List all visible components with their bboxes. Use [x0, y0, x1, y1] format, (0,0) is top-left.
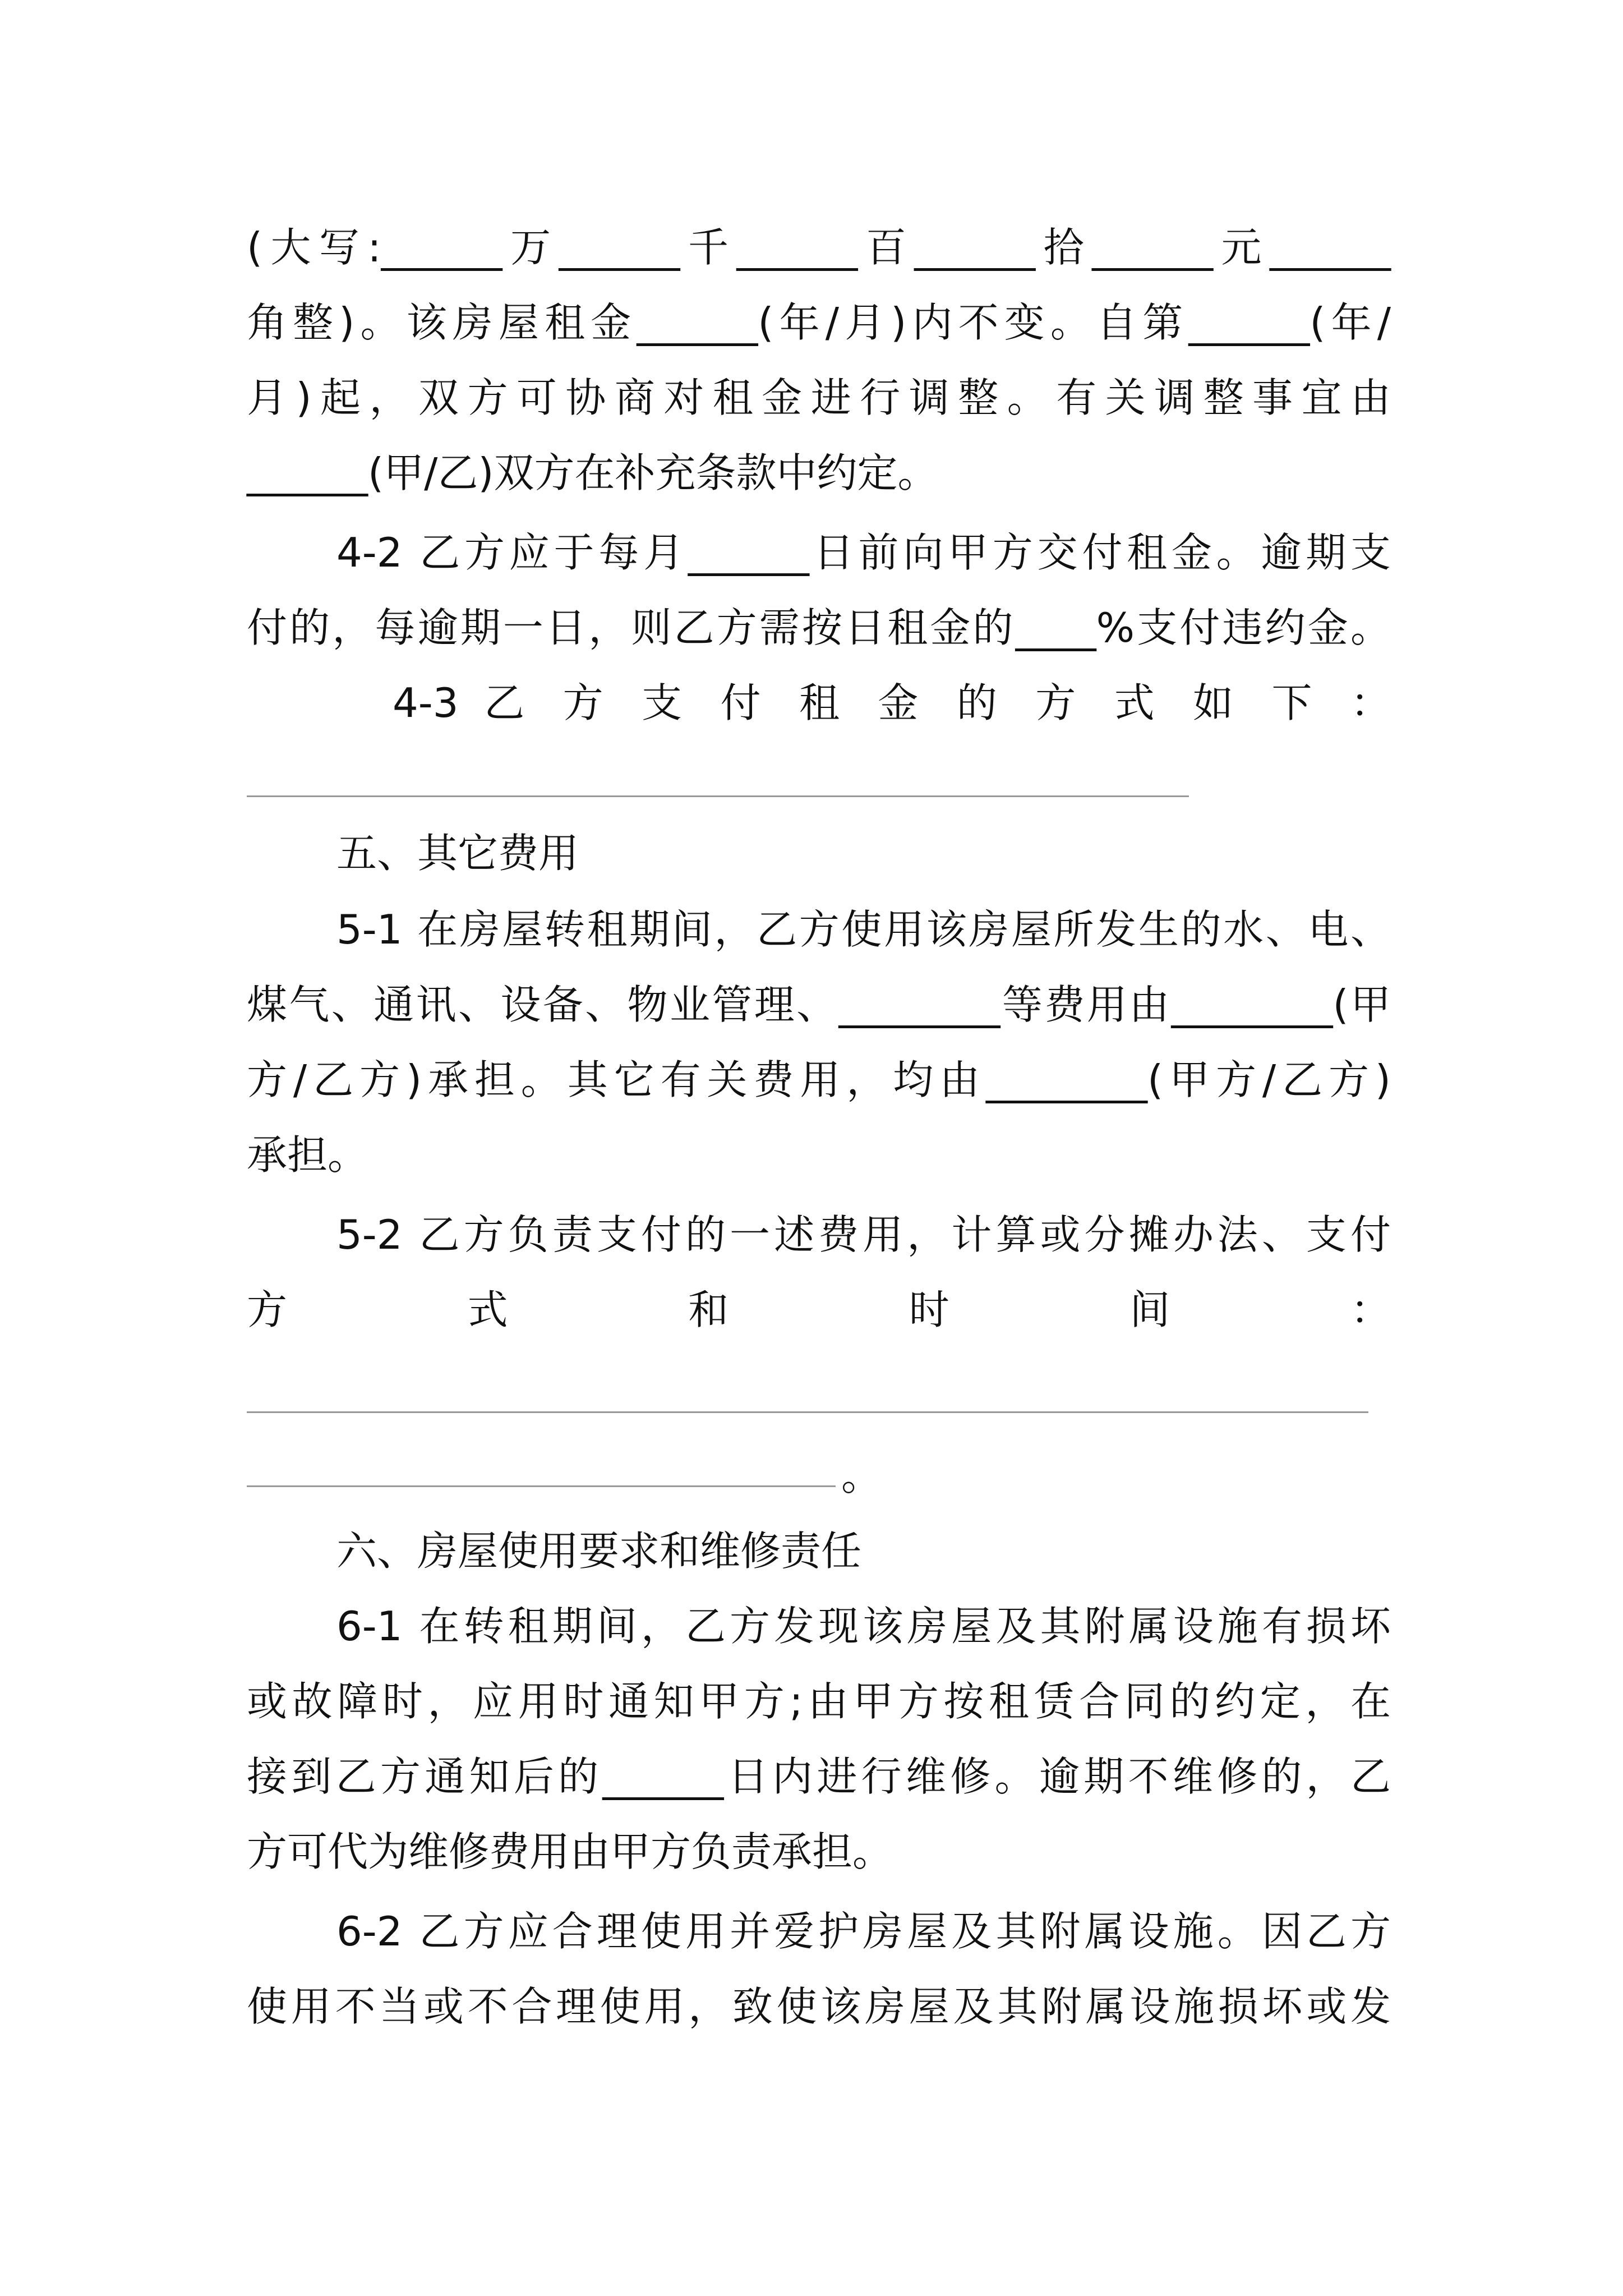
- text-line: 煤气、通讯、设备、物业管理、________等费用由________(甲: [247, 981, 1391, 1028]
- text-line: 付的，每逾期一日，则乙方需按日租金的____%支付违约金。: [247, 604, 1391, 651]
- section-title: 五、其它费用: [336, 830, 579, 877]
- text-line: 4-2 乙方应于每月______日前向甲方交付租金。逾期支: [336, 529, 1391, 576]
- section-title: 六、房屋使用要求和维修责任: [336, 1527, 862, 1575]
- text-line: 方/乙方)承担。其它有关费用，均由________(甲方/乙方): [247, 1056, 1391, 1103]
- blank-fill-line: [247, 1485, 836, 1487]
- text-line: 承担。: [247, 1131, 368, 1179]
- text-line: 接到乙方通知后的______日内进行维修。逾期不维修的，乙: [247, 1753, 1391, 1800]
- text-line: 6-2 乙方应合理使用并爱护房屋及其附属设施。因乙方: [336, 1908, 1391, 1955]
- text-line: 5-1 在房屋转租期间，乙方使用该房屋所发生的水、电、: [336, 906, 1391, 953]
- text-line: 使用不当或不合理使用，致使该房屋及其附属设施损坏或发: [247, 1983, 1391, 2030]
- text-line: 方可代为维修费用由甲方负责承担。: [247, 1828, 893, 1875]
- blank-fill-line: [247, 1411, 1368, 1413]
- text-line: 6-1 在转租期间，乙方发现该房屋及其附属设施有损坏: [336, 1603, 1391, 1650]
- end-mark: 。: [841, 1452, 882, 1499]
- text-line: 或故障时，应用时通知甲方;由甲方按租赁合同的约定，在: [247, 1678, 1391, 1725]
- blank-fill-line: [247, 795, 1189, 797]
- text-line: 方 式 和 时 间 ：: [247, 1286, 1391, 1333]
- text-line: (大写:______万______千______百______拾______元______: [247, 224, 1391, 271]
- text-line: 月)起，双方可协商对租金进行调整。有关调整事宜由: [247, 374, 1391, 421]
- text-line: ______(甲/乙)双方在补充条款中约定。: [247, 449, 938, 496]
- text-line: 角整)。该房屋租金______(年/月)内不变。自第______(年/: [247, 299, 1391, 346]
- text-line: 4-3 乙 方 支 付 租 金 的 方 式 如 下 ：: [393, 679, 1391, 726]
- text-line: 5-2 乙方负责支付的一述费用，计算或分摊办法、支付: [336, 1211, 1391, 1258]
